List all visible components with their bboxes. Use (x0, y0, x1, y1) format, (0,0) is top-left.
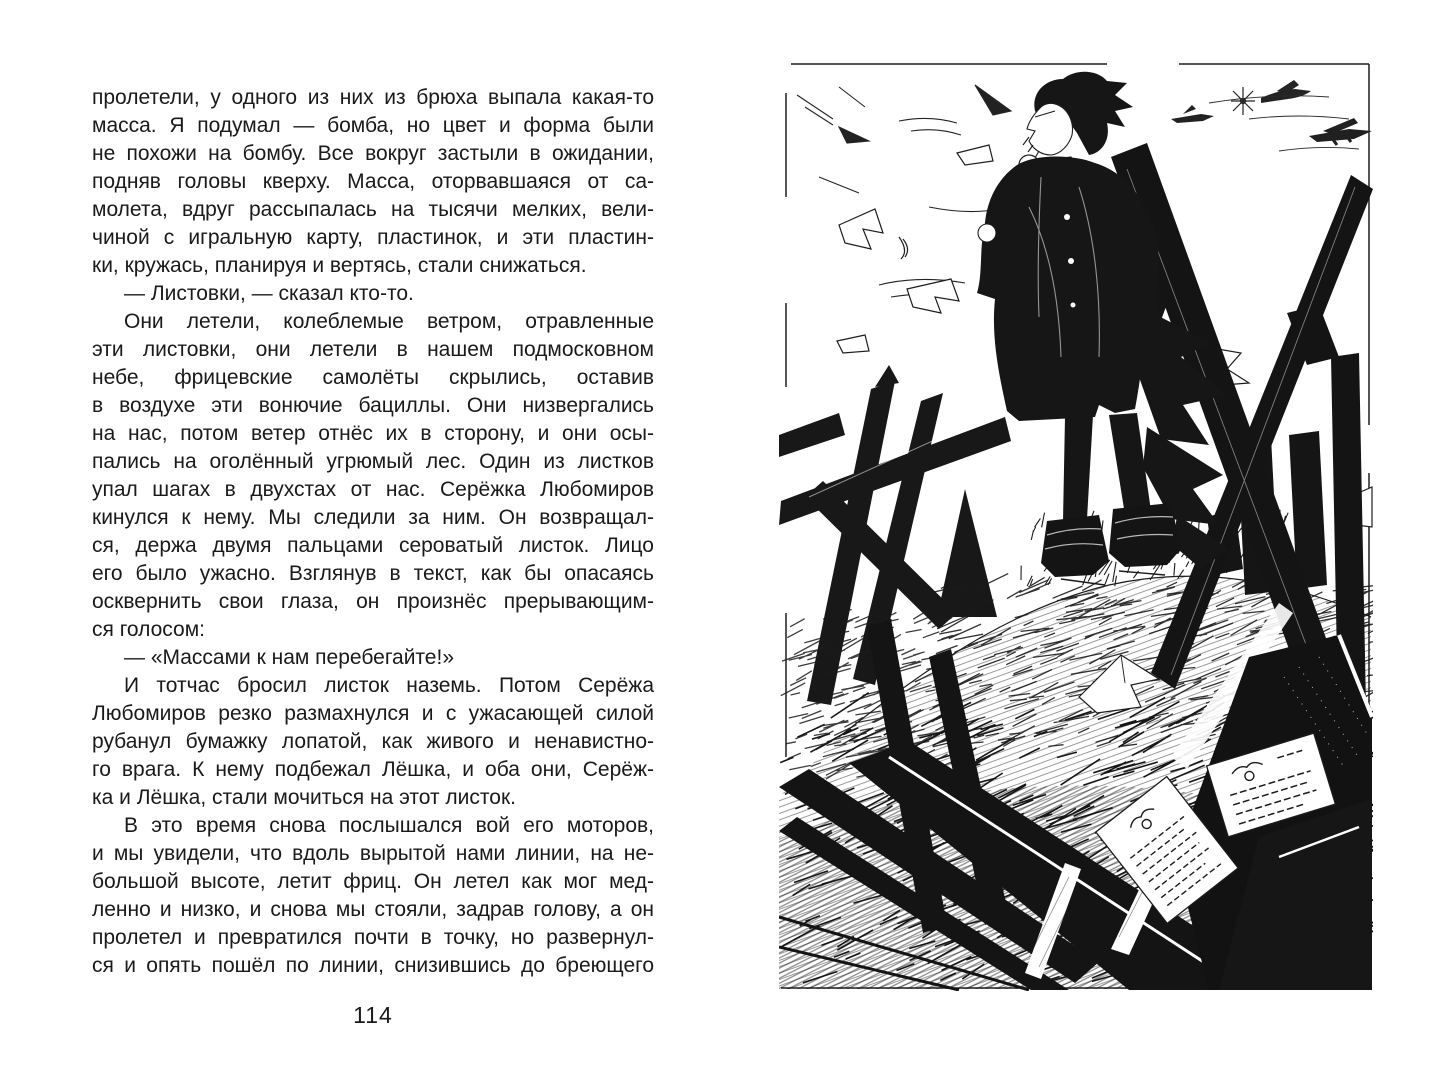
text-line: эти листовки, они летели в нашем подмосковном (92, 338, 654, 361)
text-line: кинулся к нему. Мы следили за ним. Он возвращал- (92, 506, 654, 529)
text-line: упал шагах в двухстах от нас. Серёжка Любомиров (92, 478, 654, 501)
text-line: — «Массами к нам перебегайте!» (124, 646, 455, 669)
text-line: ся, держа двумя пальцами сероватый листок. Лицо (92, 534, 654, 557)
text-line: ки, кружась, планируя и вертясь, стали снижаться. (92, 254, 587, 277)
illustration (779, 57, 1373, 991)
text-line: — Листовки, — сказал кто-то. (124, 282, 414, 305)
text-line: пролетел и превратился почти в точку, но развернул- (92, 926, 654, 949)
text-line: и мы увидели, что вдоль вырытой нами линии, на не- (92, 842, 654, 865)
text-line: И тотчас бросил листок наземь. Потом Серёжа (124, 674, 654, 697)
text-line: масса. Я подумал — бомба, но цвет и форма были (92, 114, 654, 137)
text-line: подняв головы кверху. Масса, оторвавшаяся от са- (92, 170, 654, 193)
figure-face (1027, 103, 1073, 155)
text-line: на нас, потом ветер отнёс их в сторону, и они осы- (92, 422, 654, 445)
text-line: небе, фрицевские самолёты скрылись, оставив (92, 366, 654, 389)
sky-scribbles (797, 85, 1011, 299)
airplane-icon (1309, 118, 1372, 145)
airplanes (1171, 80, 1372, 151)
text-line: пролетели, у одного из них из брюха выпала какая-то (92, 86, 654, 109)
text-line: молета, вдруг рассыпалась на тысячи мелких, вели- (92, 198, 654, 221)
text-line: ся голосом: (92, 618, 205, 641)
text-line: В это время снова послышался вой его моторов, (124, 814, 654, 837)
figure-trousers (1063, 413, 1151, 521)
text-line: большой высоте, летит фриц. Он летел как мог мед- (92, 870, 654, 893)
text-line: ка и Лёшка, стали мочиться на этот листок. (92, 786, 516, 809)
text-line: чиной с игральную карту, пластинок, и эти пластин- (92, 226, 654, 249)
body-text (92, 84, 654, 980)
page-number: 114 (353, 1002, 393, 1028)
text-line: Они летели, колеблемые ветром, отравленные (124, 310, 654, 333)
propeller-icon (1231, 87, 1255, 115)
airplane-icon (1171, 105, 1214, 123)
text-line: осквернить свои глаза, он произнёс прерывающим- (92, 590, 654, 613)
text-line: его было ужасно. Взглянув в текст, как бы опасаясь (92, 562, 654, 585)
airplane-icon (1261, 80, 1311, 103)
text-line: го врага. К нему подбежал Лёшка, и оба они, Серёж- (92, 758, 654, 781)
text-line: Любомиров резко размахнулся и с ужасающей силой (92, 702, 654, 725)
figure-coat (977, 157, 1165, 422)
text-line: в воздухе эти вонючие бациллы. Они низвергались (92, 394, 654, 417)
text-line: не похожи на бомбу. Все вокруг застыли в ожидании, (92, 142, 654, 165)
figure-hand (978, 224, 996, 242)
text-line: пались на оголённый угрюмый лес. Один из листков (92, 450, 654, 473)
text-line: ся и опять пошёл по линии, снизившись до бреющего (92, 954, 654, 977)
text-line: рубанул бумажку лопатой, как живого и ненавистно- (92, 730, 654, 753)
text-line: ленно и низко, и снова мы стояли, задрав голову, а он (92, 898, 654, 921)
figure-boots (1041, 503, 1181, 577)
